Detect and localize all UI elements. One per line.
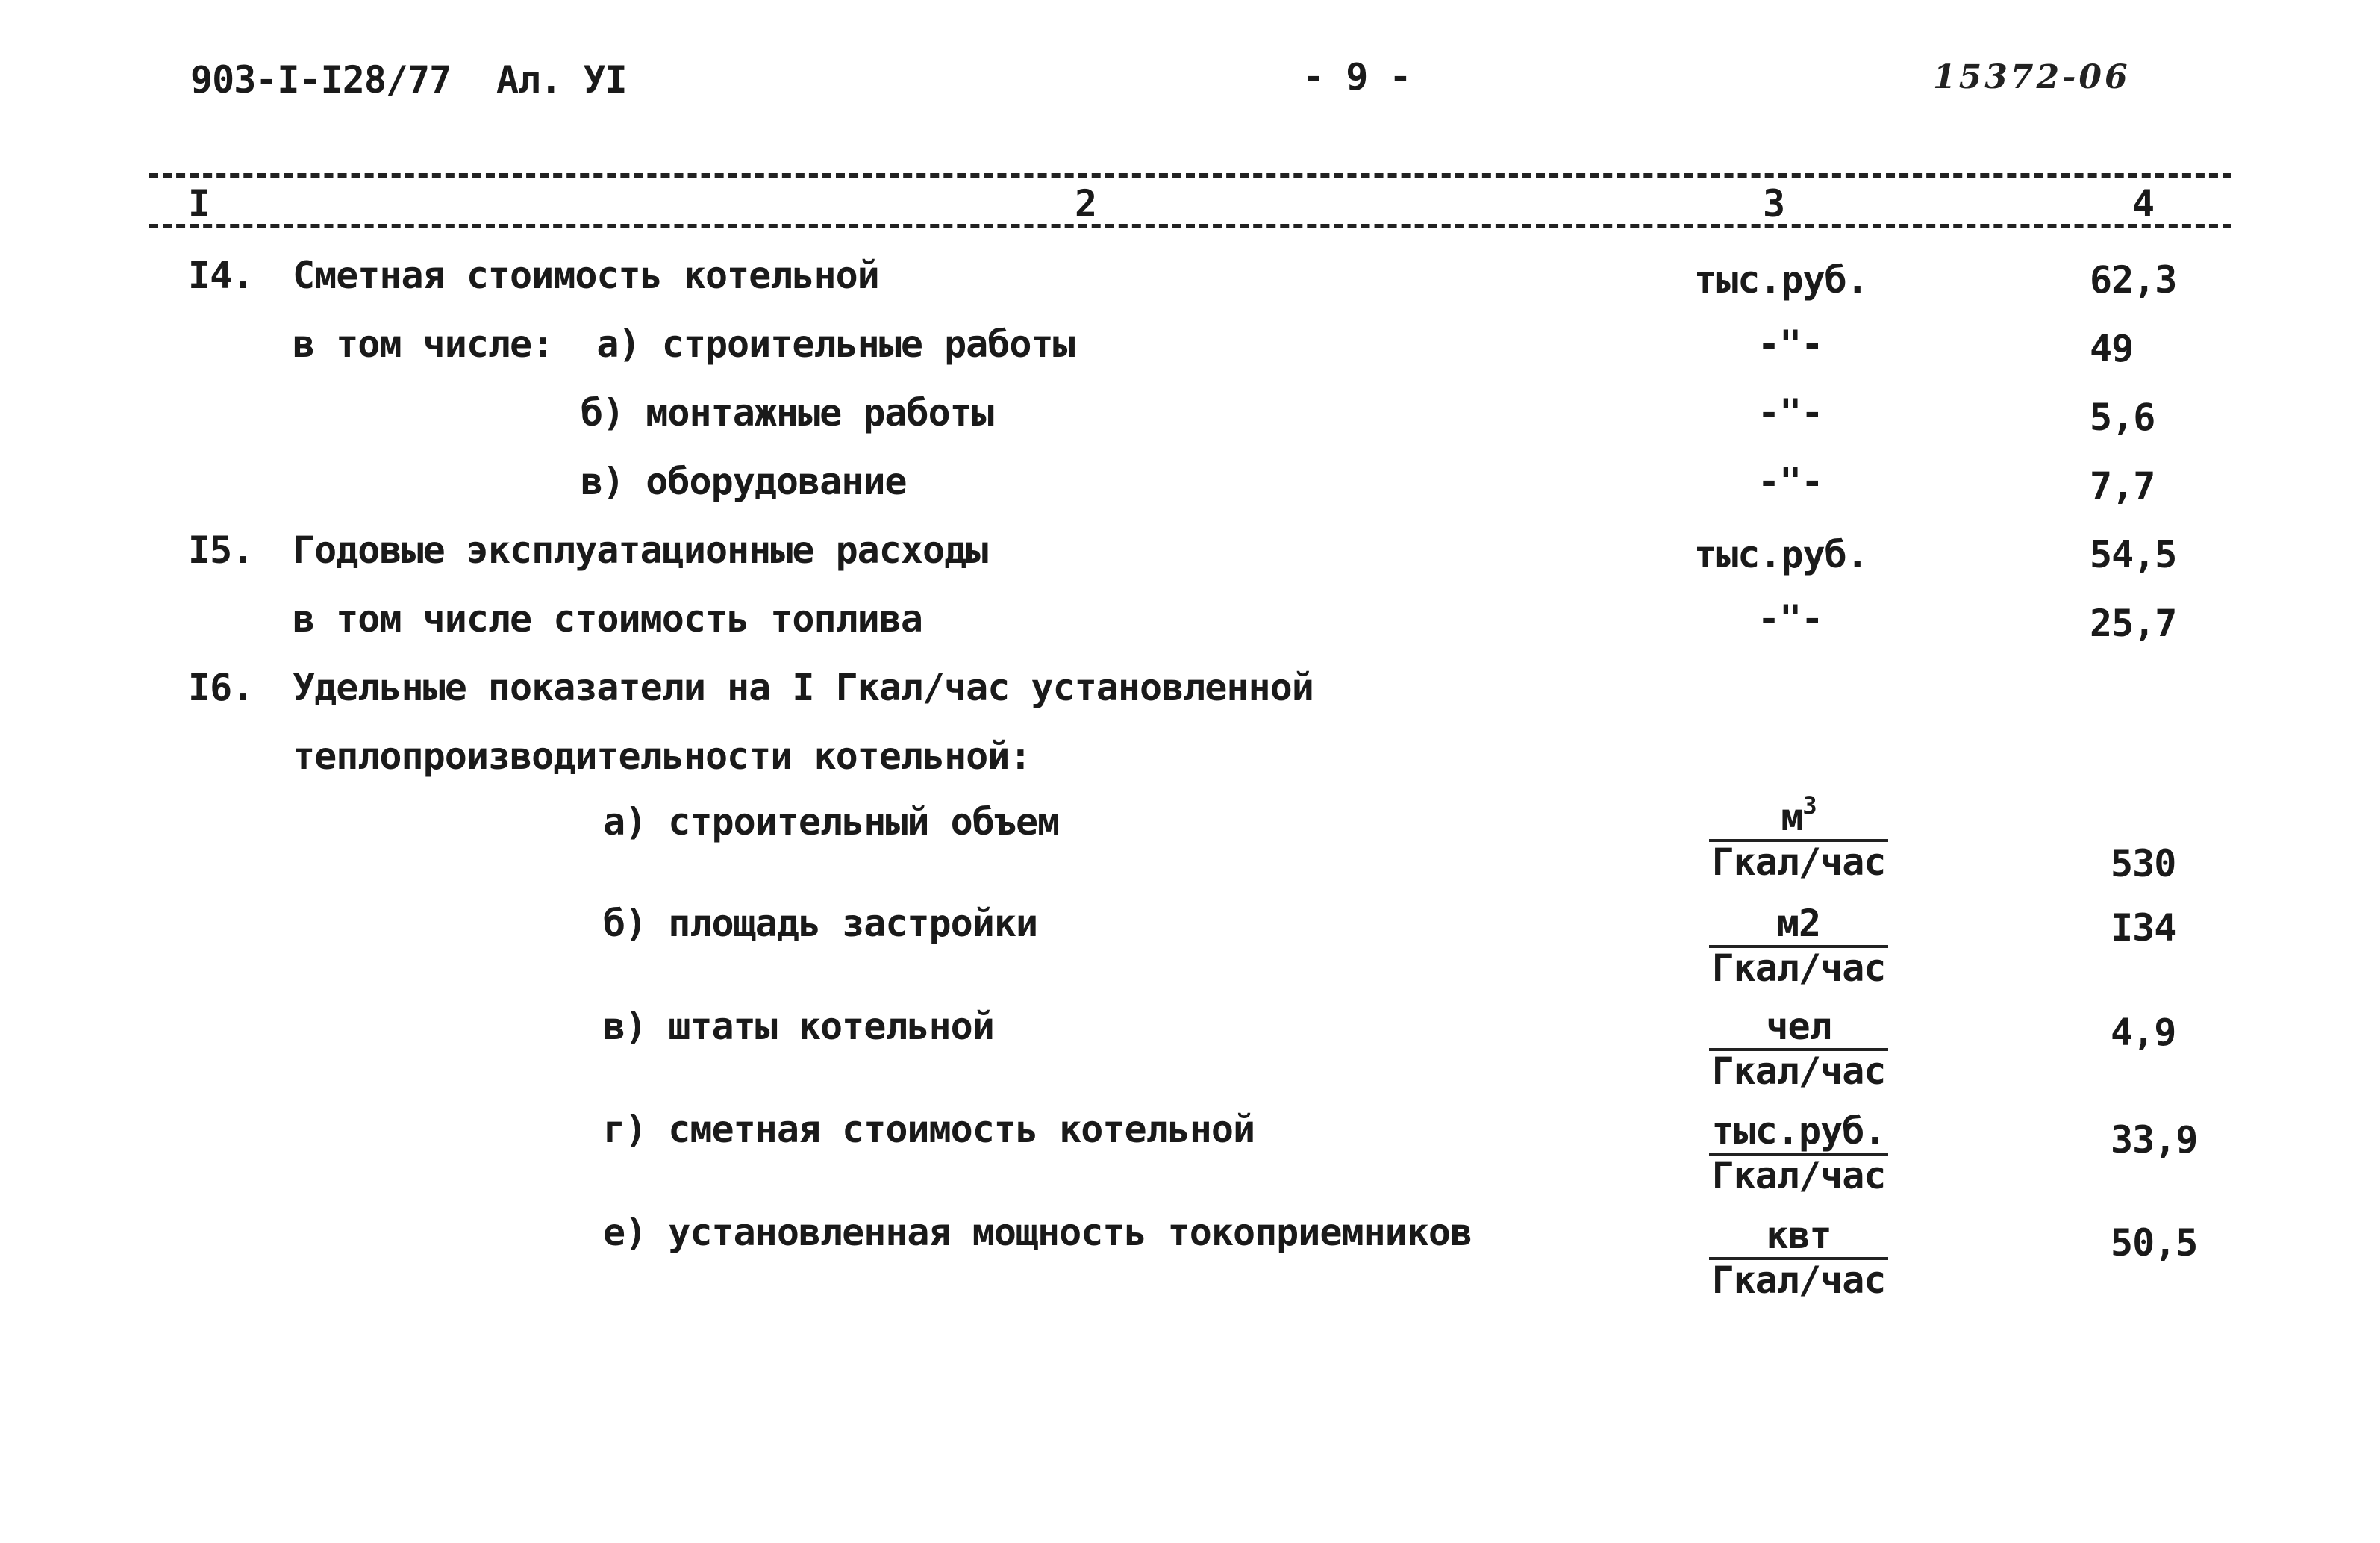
unit-numerator: м2 xyxy=(1709,905,1888,948)
row-16c-unit xyxy=(1709,1005,1888,1093)
column-header-1: I xyxy=(188,182,210,225)
row-14a-value: 49 xyxy=(2090,327,2134,370)
row-16e-text: е) установленная мощность токоприемников xyxy=(603,1211,1472,1254)
row-16a-value: 530 xyxy=(2111,842,2176,885)
row-15a-value: 25,7 xyxy=(2090,602,2177,645)
unit-numerator: м xyxy=(1781,796,1803,839)
row-16b-text: б) площадь застройки xyxy=(603,902,1038,945)
row-number-16: I6. xyxy=(188,666,254,709)
row-14b-value: 5,6 xyxy=(2090,396,2155,439)
row-16b-value: I34 xyxy=(2111,906,2176,950)
page-number: - 9 - xyxy=(1302,55,1411,99)
row-15a-text: в том числе стоимость топлива xyxy=(293,597,922,640)
unit-denominator: Гкал/час xyxy=(1711,1259,1886,1302)
row-16d-value: 33,9 xyxy=(2111,1118,2198,1162)
row-14-text: Сметная стоимость котельной xyxy=(293,254,879,297)
row-number-15: I5. xyxy=(188,529,254,572)
row-14b-text: б) монтажные работы xyxy=(581,391,993,434)
unit-numerator: чел xyxy=(1709,1008,1888,1051)
row-16b-unit xyxy=(1709,902,1888,990)
unit-denominator: Гкал/час xyxy=(1711,1050,1886,1093)
row-number-14: I4. xyxy=(188,254,254,297)
row-14-unit: тыс.руб. xyxy=(1694,258,1868,302)
row-14c-value: 7,7 xyxy=(2090,464,2155,508)
unit-denominator: Гкал/час xyxy=(1711,841,1886,884)
row-16-text: Удельные показатели на I Гкал/час установленной xyxy=(293,666,1314,709)
row-16d-text: г) сметная стоимость котельной xyxy=(603,1108,1255,1151)
row-16a-unit xyxy=(1709,791,1888,884)
archive-number-handwritten: 15372-06 xyxy=(1933,58,2131,96)
row-15-unit: тыс.руб. xyxy=(1694,533,1868,576)
row-15-text: Годовые эксплуатационные расходы xyxy=(293,529,988,572)
row-16a-text: а) строительный объем xyxy=(603,800,1060,844)
row-14a-unit: -"- xyxy=(1758,322,1823,366)
unit-numerator: квт xyxy=(1709,1217,1888,1260)
row-14a-text: в том числе: а) строительные работы xyxy=(293,322,1075,366)
row-16d-unit xyxy=(1709,1109,1888,1197)
table-top-rule xyxy=(149,173,2231,178)
row-15a-unit: -"- xyxy=(1758,597,1823,640)
row-14c-unit: -"- xyxy=(1758,460,1823,503)
unit-numerator: тыс.руб. xyxy=(1709,1112,1888,1156)
unit-denominator: Гкал/час xyxy=(1711,1154,1886,1197)
column-header-4: 4 xyxy=(2132,182,2155,225)
row-14-value: 62,3 xyxy=(2090,258,2177,302)
row-16c-value: 4,9 xyxy=(2111,1011,2176,1054)
row-16c-text: в) штаты котельной xyxy=(603,1005,994,1048)
column-header-2: 2 xyxy=(1075,182,1097,225)
document-code: 903-I-I28/77 xyxy=(190,58,452,102)
table-header-rule xyxy=(149,224,2231,228)
row-14c-text: в) оборудование xyxy=(581,460,907,503)
row-16e-value: 50,5 xyxy=(2111,1221,2198,1265)
row-16-text-continued: теплопроизводительности котельной: xyxy=(293,735,1031,778)
album-number: Ал. УI xyxy=(496,58,627,102)
unit-denominator: Гкал/час xyxy=(1711,947,1886,990)
row-15-value: 54,5 xyxy=(2090,533,2177,576)
row-14b-unit: -"- xyxy=(1758,391,1823,434)
column-header-3: 3 xyxy=(1763,182,1785,225)
row-16e-unit xyxy=(1709,1214,1888,1302)
unit-superscript: 3 xyxy=(1802,791,1817,820)
